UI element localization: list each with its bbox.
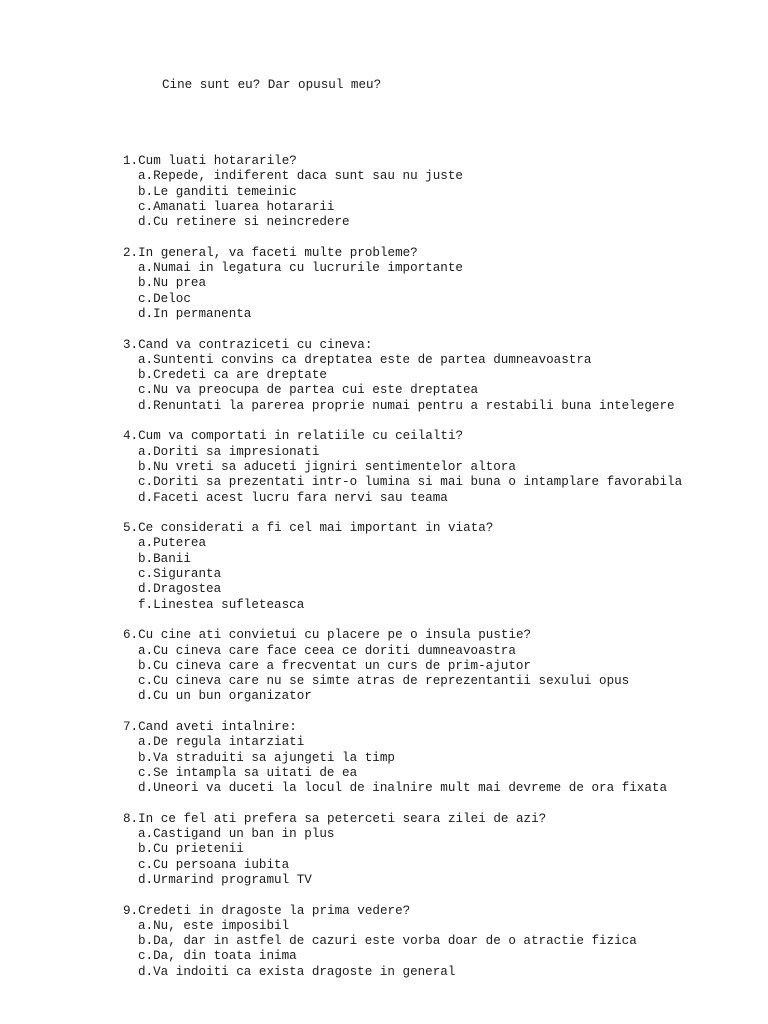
answer-option: b.Cu prietenii bbox=[138, 842, 244, 857]
answer-option: c.Da, din toata inima bbox=[138, 949, 297, 964]
question-block bbox=[123, 154, 763, 230]
question-text: 6.Cu cine ati convietui cu placere pe o insula pustie? bbox=[123, 628, 532, 643]
question-list bbox=[123, 154, 763, 995]
question-text: 5.Ce considerati a fi cel mai important in viata? bbox=[123, 521, 494, 536]
answer-option: f.Linestea sufleteasca bbox=[138, 597, 305, 612]
answer-option: a.Castigand un ban in plus bbox=[138, 827, 335, 842]
question-block bbox=[123, 246, 763, 322]
question-text: 4.Cum va comportati in relatiile cu ceilalti? bbox=[123, 429, 464, 444]
document-title: Cine sunt eu? Dar opusul meu? bbox=[162, 78, 382, 92]
answer-option: b.Va straduiti sa ajungeti la timp bbox=[138, 750, 395, 765]
answer-option: c.Nu va preocupa de partea cui este dreptatea bbox=[138, 383, 479, 398]
question-text: 2.In general, va faceti multe probleme? bbox=[123, 245, 418, 260]
answer-option: a.Repede, indiferent daca sunt sau nu juste bbox=[138, 169, 463, 184]
answer-option: a.Numai in legatura cu lucrurile importante bbox=[138, 261, 463, 276]
answer-option: b.Cu cineva care a frecventat un curs de prim-ajutor bbox=[138, 658, 531, 673]
question-block bbox=[123, 338, 763, 414]
question-text: 9.Credeti in dragoste la prima vedere? bbox=[123, 903, 411, 918]
answer-option: d.Cu un bun organizator bbox=[138, 689, 312, 704]
answer-option: c.Cu cineva care nu se simte atras de reprezentantii sexului opus bbox=[138, 674, 630, 689]
answer-option: c.Siguranta bbox=[138, 567, 222, 582]
answer-option: c.Se intampla sa uitati de ea bbox=[138, 765, 358, 780]
answer-option: d.Cu retinere si neincredere bbox=[138, 215, 350, 230]
answer-option: a.Suntenti convins ca dreptatea este de partea dumneavoastra bbox=[138, 352, 592, 367]
answer-option: b.Nu vreti sa aduceti jigniri sentimentelor altora bbox=[138, 459, 516, 474]
answer-option: d.Dragostea bbox=[138, 582, 222, 597]
answer-option: d.Faceti acest lucru fara nervi sau teama bbox=[138, 490, 448, 505]
answer-option: b.Da, dar in astfel de cazuri este vorba doar de o atractie fizica bbox=[138, 934, 637, 949]
answer-option: c.Deloc bbox=[138, 291, 191, 306]
question-text: 8.In ce fel ati prefera sa peterceti seara zilei de azi? bbox=[123, 811, 547, 826]
answer-option: d.Va indoiti ca exista dragoste in general bbox=[138, 964, 456, 979]
answer-option: d.Uneori va duceti la locul de inalnire mult mai devreme de ora fixata bbox=[138, 781, 668, 796]
question-text: 1.Cum luati hotararile? bbox=[123, 154, 297, 168]
answer-option: b.Banii bbox=[138, 551, 191, 566]
answer-option: c.Doriti sa prezentati intr-o lumina si mai buna o intamplare favorabila bbox=[138, 475, 683, 490]
answer-option: d.Renuntati la parerea proprie numai pentru a restabili buna intelegere bbox=[138, 398, 675, 413]
answer-option: a.De regula intarziati bbox=[138, 735, 305, 750]
question-block bbox=[123, 521, 763, 613]
answer-option: d.Urmarind programul TV bbox=[138, 872, 312, 887]
answer-option: a.Nu, este imposibil bbox=[138, 918, 290, 933]
answer-option: b.Le ganditi temeinic bbox=[138, 184, 297, 199]
answer-option: c.Amanati luarea hotararii bbox=[138, 199, 335, 214]
question-block bbox=[123, 720, 763, 796]
question-block bbox=[123, 904, 763, 980]
question-block bbox=[123, 628, 763, 704]
answer-option: a.Doriti sa impresionati bbox=[138, 444, 320, 459]
answer-option: b.Nu prea bbox=[138, 276, 207, 291]
question-text: 3.Cand va contraziceti cu cineva: bbox=[123, 337, 373, 352]
question-block bbox=[123, 429, 763, 505]
answer-option: d.In permanenta bbox=[138, 306, 252, 321]
answer-option: a.Cu cineva care face ceea ce doriti dumneavoastra bbox=[138, 643, 516, 658]
answer-option: c.Cu persoana iubita bbox=[138, 857, 290, 872]
answer-option: b.Credeti ca are dreptate bbox=[138, 368, 327, 383]
question-block bbox=[123, 812, 763, 888]
answer-option: a.Puterea bbox=[138, 536, 207, 551]
question-text: 7.Cand aveti intalnire: bbox=[123, 719, 297, 734]
